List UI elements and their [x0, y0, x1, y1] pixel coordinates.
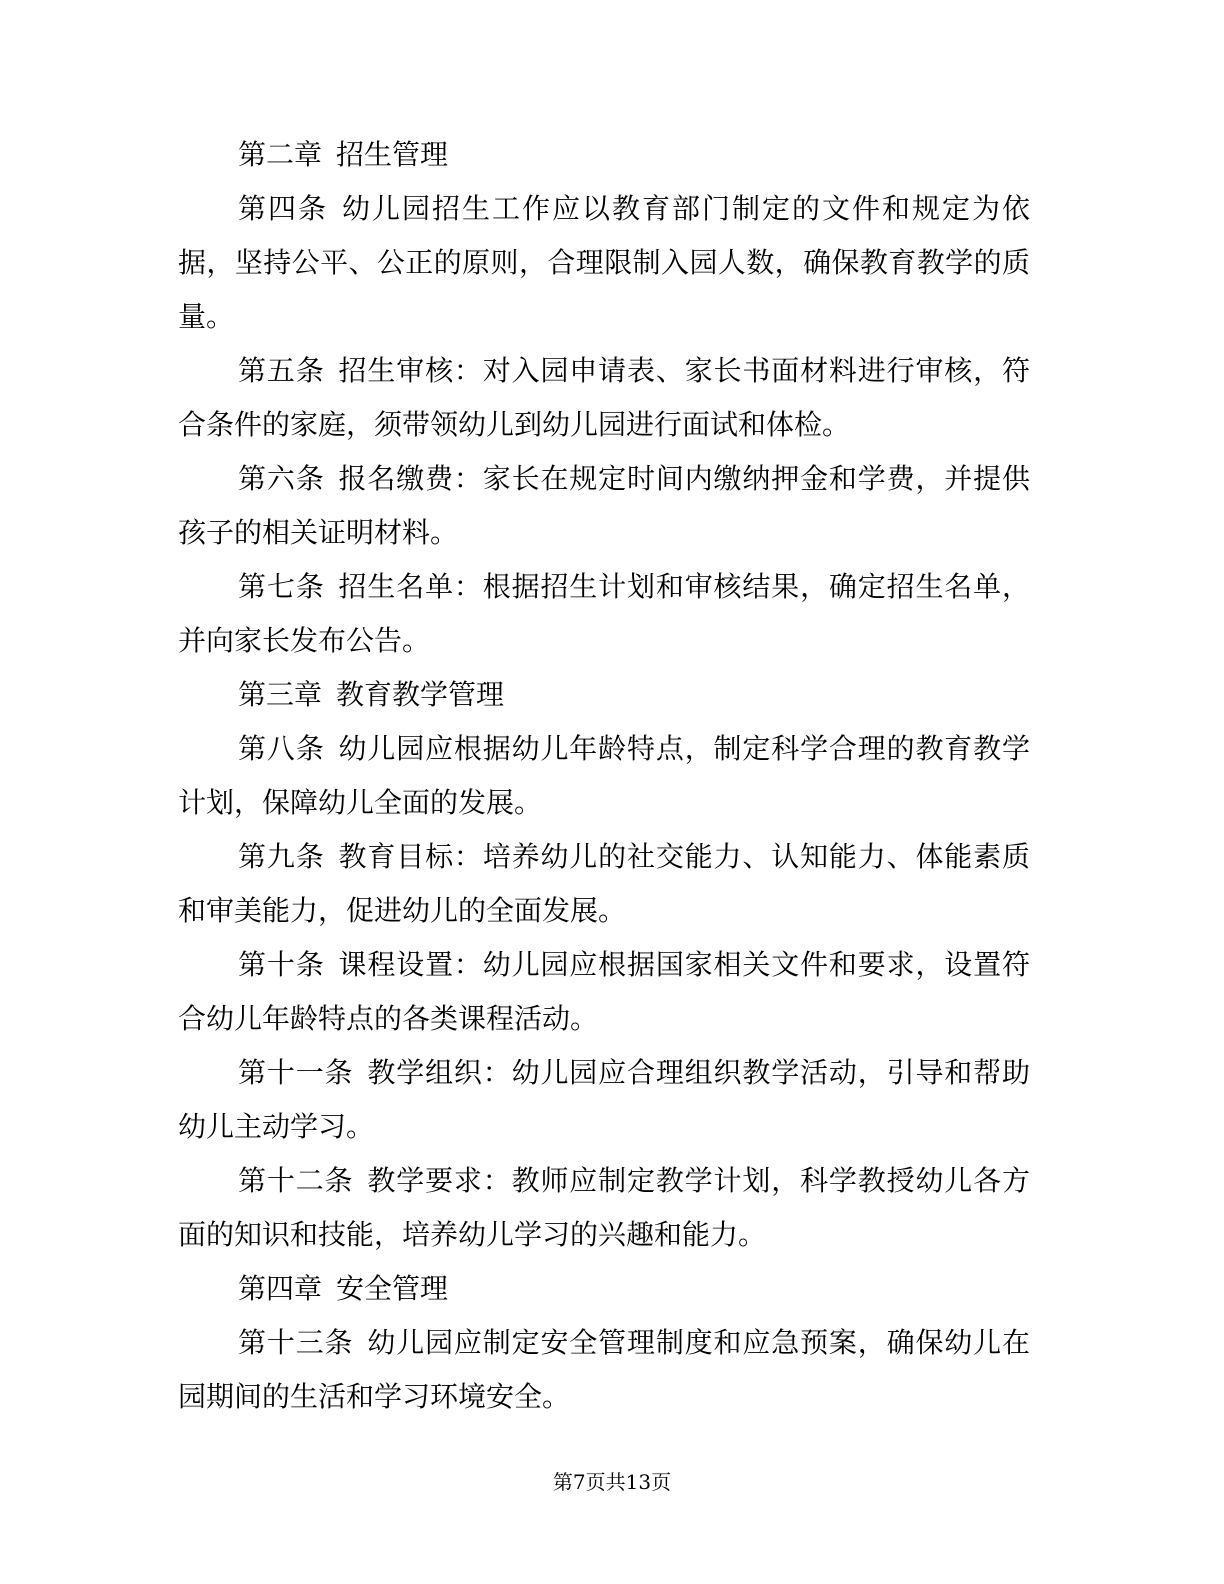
article-paragraph: 第五条 招生审核：对入园申请表、家长书面材料进行审核，符合条件的家庭，须带领幼儿到幼儿园进行面试和体检。: [178, 354, 1030, 441]
article-paragraph: 第十二条 教学要求：教师应制定教学计划，科学教授幼儿各方面的知识和技能，培养幼儿学习的兴趣和能力。: [178, 1164, 1030, 1251]
chapter-heading: 第四章 安全管理: [238, 1272, 449, 1305]
document-body: [178, 128, 1030, 1424]
article-paragraph: 第九条 教育目标：培养幼儿的社交能力、认知能力、体能素质和审美能力，促进幼儿的全面发展。: [178, 840, 1030, 927]
article-paragraph: 第十三条 幼儿园应制定安全管理制度和应急预案，确保幼儿在园期间的生活和学习环境安全。: [178, 1326, 1030, 1413]
chapter-heading: 第三章 教育教学管理: [238, 678, 505, 711]
page-number-footer: 第7页共13页: [552, 1470, 672, 1494]
chapter-heading: 第二章 招生管理: [238, 138, 449, 171]
article-paragraph: 第四条 幼儿园招生工作应以教育部门制定的文件和规定为依据，坚持公平、公正的原则，合理限制入园人数，确保教育教学的质量。: [178, 192, 1030, 333]
article-paragraph: 第八条 幼儿园应根据幼儿年龄特点，制定科学合理的教育教学计划，保障幼儿全面的发展。: [178, 732, 1030, 819]
article-paragraph: 第十条 课程设置：幼儿园应根据国家相关文件和要求，设置符合幼儿年龄特点的各类课程活动。: [178, 948, 1030, 1035]
article-paragraph: 第七条 招生名单：根据招生计划和审核结果，确定招生名单，并向家长发布公告。: [178, 570, 1030, 657]
article-paragraph: 第六条 报名缴费：家长在规定时间内缴纳押金和学费，并提供孩子的相关证明材料。: [178, 462, 1030, 549]
article-paragraph: 第十一条 教学组织：幼儿园应合理组织教学活动，引导和帮助幼儿主动学习。: [178, 1056, 1030, 1143]
